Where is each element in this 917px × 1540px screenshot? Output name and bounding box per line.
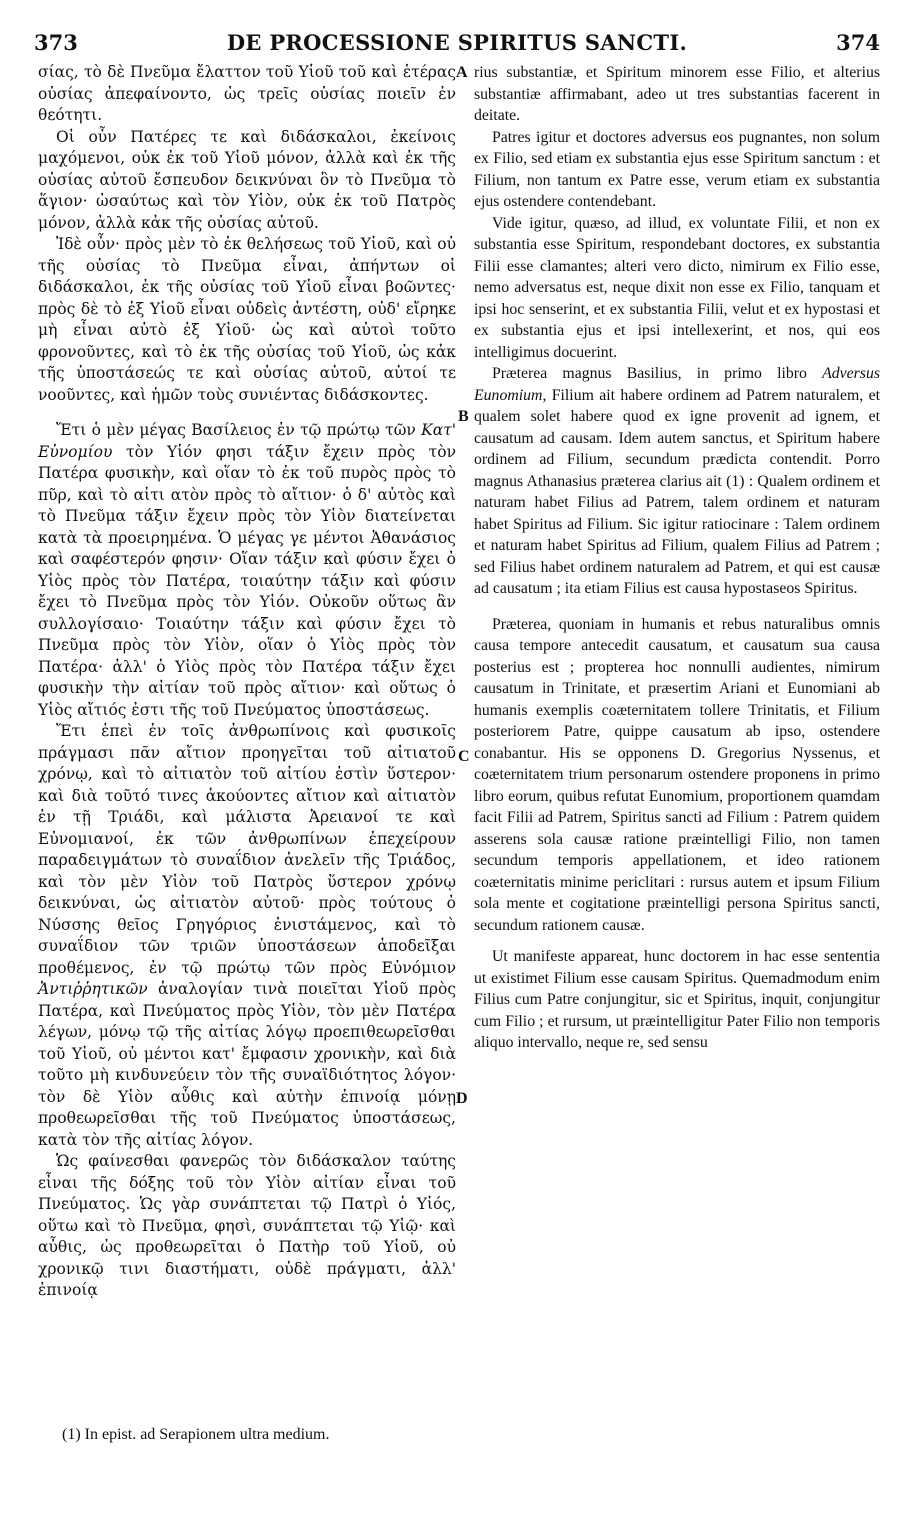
page-number-right: 374 — [836, 30, 880, 55]
latin-text: , Filium ait habere ordinem ad Patrem naturalem, et qualem solet habere quod ex igne provenit ad ignem, et causatum ad causam. Idem autem sanctus, et Spiritum habere ordinem ad Filium, secundum prædicta contendit. Porro magnus Athanasius præterea clarius ait (1) : Qualem ordinem et naturam habet Filius ad Patrem, talem ordinem et naturam habet Spiritus ad Filium. Sic igitur ratiocinare : Talem ordinem et naturam habet Spiritus ad Filium, qualem Filius ad Patrem ; sed Filius habet ordinem naturalem ad Patrem, et qui est causæ ad causatum ; ita etiam Filius est causa hypostaseos Spiritus. — [474, 386, 880, 597]
footnote: (1) In epist. ad Serapionem ultra medium. — [62, 1426, 330, 1443]
greek-text: Ἔτι ἐπεὶ ἐν τοῖς ἀνθρωπίνοις καὶ φυσικοῖς πράγμασι πᾶν αἴτιον προηγεῖται τοῦ αἰτιατοῦ χρόνῳ, καὶ τὸ αἰτιατὸν τοῦ αἰτίου ἐστὶν ὕστερον· καὶ διὰ τοῦτό τινες ἀκούοντες αἴτιον καὶ αἰτιατὸν ἐν τῇ Τριάδι, καὶ μάλιστα Ἀρειανοί τε καὶ Εὐνομιανοί, ἐκ τῶν ἀνθρωπίνων ἐπεχείρουν παραδειγμάτων τὸ συναΐδιον ἀνελεῖν τῆς Τριάδος, καὶ τὸν μὲν Υἱὸν τοῦ Πατρὸς ὕστερον χρόνῳ δεικνύναι, ὡς αἰτιατὸν αὐτοῦ· πρὸς τούτους ὁ Νύσσης θεῖος Γρηγόριος ἐνιστάμενος, καὶ τὸ συναΐδιον τῶν τριῶν ὑποστάσεων ἀποδεῖξαι προθέμενος, ἐν τῷ πρώτῳ τῶν πρὸς Εὐνόμιον — [38, 722, 456, 977]
latin-paragraph: Ut manifeste appareat, hunc doctorem in hac esse sententia ut existimet Filium esse causam Spiritus. Quemadmodum enim Filius cum Patre conjungitur, sic et Spiritus, inquit, conjungitur cum Filio ; et rursum, ut præintelligitur Pater Filio non temporis aliquo intervallo, neque re, sed sensu — [474, 948, 880, 1051]
margin-marker-c: C — [458, 748, 470, 765]
greek-column — [38, 62, 456, 1302]
latin-paragraph: Vide igitur, quæso, ad illud, ex voluntate Filii, et non ex substantia esse Spiritum, respondebant doctores, ex substantia Filii esse clamantes; alteri vero dicto, nimirum ex Filio esse, nemo adversatus est, neque dixit non esse ex Filio, tanquam et ipsi hoc senserint, et ex substantia Filii, velut et ex hypostasi et ex substantia ejus et ipsi intellexerint, et nos, qui eos intelligimus docuerint. — [474, 214, 880, 361]
latin-text: Præterea magnus Basilius, in primo libro — [492, 365, 823, 382]
latin-paragraph: Patres igitur et doctores adversus eos pugnantes, non solum ex Filio, sed etiam ex substantia ejus esse Spiritum sanctum : et Filium, non tantum ex Patre esse, verum etiam ex substantia ejus ostendere contendebant. — [474, 128, 880, 210]
greek-paragraph: Ὡς φαίνεσθαι φανερῶς τὸν διδάσκαλον ταύτης εἶναι τῆς δόξης τοῦ τὸν Υἱὸν αἰτίαν εἶναι τοῦ Πνεύματος. Ὡς γὰρ συνάπτεται τῷ Πατρὶ ὁ Υἱός, οὕτω καὶ τὸ Πνεῦμα, φησὶ, συνάπτεται τῷ Υἱῷ· καὶ αὖθις, ὡς προθεωρεῖται ὁ Πατὴρ τοῦ Υἱοῦ, οὐ χρονικῷ τινι διαστήματι, οὐδὲ πράγματι, ἀλλ' ἐπινοίᾳ — [38, 1152, 456, 1299]
greek-title-italic: Κατ' Εὐνομίου — [38, 421, 456, 461]
page-number-left: 373 — [34, 30, 78, 55]
greek-paragraph — [38, 420, 456, 721]
greek-paragraph: Ἰδὲ οὖν· πρὸς μὲν τὸ ἐκ θελήσεως τοῦ Υἱοῦ, καὶ οὐ τῆς οὐσίας τὸ Πνεῦμα εἶναι, ἀπήντων οἱ διδάσκαλοι, ἐκ τῆς οὐσίας τοῦ Υἱοῦ εἶναι βοῶντες· πρὸς δὲ τὸ ἐξ Υἱοῦ εἶναι οὐδεὶς ἀντέστη, οὐδ' εἴρηκε μὴ εἶναι αὐτὸ ἐξ Υἱοῦ· ὡς καὶ αὐτοὶ τοῦτο φρονοῦντες, καὶ τὸ ἐκ τῆς οὐσίας τοῦ Υἱοῦ, ὡς κἀκ τῆς ὑποστάσεώς τε καὶ οὐσίας αὐτοῦ, αὐτοί τε νοοῦντες, καὶ ἡμῶν τοὺς συνιέντας διδάσκοντες. — [38, 235, 456, 404]
margin-marker-d: D — [456, 1090, 468, 1107]
running-title: DE PROCESSIONE SPIRITUS SANCTI. — [226, 30, 688, 55]
greek-paragraph: Οἱ οὖν Πατέρες τε καὶ διδάσκαλοι, ἐκείνοις μαχόμενοι, οὐκ ἐκ τοῦ Υἱοῦ μόνον, ἀλλὰ καὶ ἐκ τῆς οὐσίας αὐτοῦ ἔσπευδον δεικνύναι ὂν τὸ Πνεῦμα τὸ ἅγιον· ὡσαύτως καὶ τὸν Υἱὸν, οὐκ ἐκ τοῦ Πατρὸς μόνον, ἀλλὰ κἀκ τῆς οὐσίας αὐτοῦ. — [38, 127, 456, 232]
latin-column — [474, 62, 880, 1054]
greek-text: Ἔτι ὁ μὲν μέγας Βασίλειος ἐν τῷ πρώτῳ τῶν — [56, 421, 422, 439]
greek-text: τὸν Υἱόν φησι τάξιν ἔχειν πρὸς τὸν Πατέρα φυσικὴν, καὶ οἵαν τὸ ἐκ τοῦ πυρὸς πρὸς τὸ πῦρ, καὶ τὸ αἰτι ατὸν πρὸς τὸ αἴτιον· ὁ δ' αὐτὸς καὶ τὸ Πνεῦμα τάξιν ἔχειν πρὸς τὸν Υἱὸν διατείνεται κατὰ τὰ προειρημένα. Ὁ μέγας γε μέντοι Ἀθανάσιος καὶ σαφέστερόν φησιν· Οἵαν τάξιν καὶ φύσιν ἔχει ὁ Υἱὸς πρὸς τὸν Πατέρα, τοιαύτην τάξιν καὶ φύσιν ἔχει τὸ Πνεῦμα πρὸς τὸν Υἱόν. Οὐκοῦν οὕτως ἂν συλλογίσαιο· Τοιαύτην τάξιν καὶ φύσιν ἔχει τὸ Πνεῦμα πρὸς τὸν Υἱὸν, οἵαν ὁ Υἱὸς πρὸς τὸν Πατέρα· ἀλλ' ὁ Υἱὸς πρὸς τὸν Πατέρα τάξιν ἔχει φυσικὴν τὴν αἰτίαν τοῦ πρὸς αἴτιον· καὶ οὕτως ὁ Υἱὸς αἴτιός ἐστι τῆς τοῦ Πνεύματος ὑποστάσεως. — [38, 442, 456, 719]
latin-title-italic: Adversus Eunomium — [474, 365, 880, 404]
latin-paragraph: Præterea, quoniam in humanis et rebus naturalibus omnis causa tempore antecedit causatum, et causatum sua causa posterius est ; propterea hoc nonnulli audientes, nimirum causatum in Trinitate, et præsertim Ariani et Eunomiani ab humanis exemplis coæternitatem tollere Trinitatis, et Filium posteriorem Patre, quippe causatum ab ipso, ostendere conabantur. His se opponens D. Gregorius Nyssenus, et coæternitatem trium personarum ostendere proponens in primo libro eorum, quibus refutat Eunomium, proportionem quamdam facit Filii ad Patrem, Spiritus sancti ad Filium : Patrem quidem asserens sola causæ ratione præintelligi Filio, non tamen secundum temporis appellationem, et ideo rationem coæternitatis minime periclitari : rursus autem et ipsum Filium sola mente et cogitatione præintelligi persona Spiritus sancti, secundum rationem causæ. — [474, 615, 880, 934]
latin-paragraph: rius substantiæ, et Spiritum minorem esse Filio, et alterius substantiæ affirmabant, adeo ut tres substantias facerent in deitate. — [474, 64, 880, 124]
latin-paragraph — [474, 363, 880, 600]
greek-paragraph — [38, 721, 456, 1151]
greek-title-italic: Ἀντιῤῥητικῶν — [38, 980, 148, 998]
greek-paragraph: σίας, τὸ δὲ Πνεῦμα ἔλαττον τοῦ Υἱοῦ τοῦ καὶ ἑτέρας οὐσίας ἀπεφαίνοντο, ὡς τρεῖς οὐσίας ποιεῖν ἐν θεότητι. — [38, 63, 456, 124]
margin-marker-b: B — [458, 408, 469, 425]
greek-text: ἀναλογίαν τινὰ ποιεῖται Υἱοῦ πρὸς Πατέρα, καὶ Πνεύματος πρὸς Υἱὸν, τὸν μὲν Πατέρα λέγων, μόνῳ τῷ τῆς αἰτίας λόγῳ προεπιθεωρεῖσθαι τοῦ Υἱοῦ, οὐ μέντοι κατ' ἔμφασιν χρονικὴν, καὶ διὰ τοῦτο μὴ κινδυνεύειν τὸν τῆς συναϊδιότητος λόγον· τὸν δὲ Υἱὸν αὖθις καὶ αὐτὴν ἐπινοίᾳ μόνῃ προθεωρεῖσθαι τῆς τοῦ Πνεύματος ὑποστάσεως, κατὰ τὸν τῆς αἰτίας λόγον. — [38, 980, 456, 1149]
page-header — [34, 30, 880, 58]
margin-marker-a: A — [456, 64, 468, 81]
